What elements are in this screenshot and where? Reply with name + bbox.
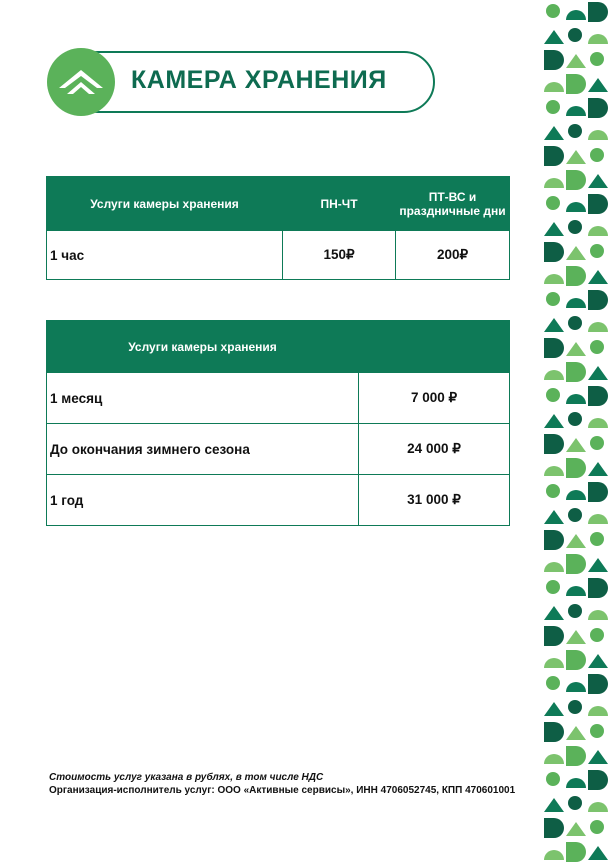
pattern-shape — [544, 606, 564, 620]
pattern-shape — [588, 482, 608, 502]
pattern-shape — [544, 702, 564, 716]
pattern-shape — [544, 722, 564, 742]
pattern-shape — [544, 242, 564, 262]
pattern-shape — [566, 342, 586, 356]
footer-notes — [49, 771, 519, 797]
service-cell: 1 час — [47, 231, 283, 280]
pattern-shape — [544, 222, 564, 236]
pattern-shape — [566, 170, 586, 190]
pattern-shape — [566, 202, 586, 212]
pattern-shape — [546, 4, 560, 18]
pattern-shape — [588, 226, 608, 236]
pattern-shape — [588, 514, 608, 524]
pattern-shape — [544, 338, 564, 358]
pattern-shape — [566, 554, 586, 574]
pattern-shape — [544, 754, 564, 764]
pattern-shape — [588, 610, 608, 620]
pattern-shape — [544, 850, 564, 860]
pattern-shape — [588, 366, 608, 380]
pattern-shape — [588, 34, 608, 44]
pattern-shape — [568, 124, 582, 138]
pattern-shape — [566, 246, 586, 260]
pattern-shape — [566, 682, 586, 692]
pattern-shape — [588, 770, 608, 790]
pattern-shape — [566, 74, 586, 94]
pattern-shape — [568, 316, 582, 330]
pattern-shape — [544, 530, 564, 550]
pattern-shape — [590, 436, 604, 450]
pattern-shape — [566, 726, 586, 740]
pattern-shape — [544, 30, 564, 44]
pattern-shape — [544, 126, 564, 140]
hourly-price-table — [46, 176, 510, 280]
pattern-shape — [588, 462, 608, 476]
pattern-shape — [544, 146, 564, 166]
table-row — [47, 373, 510, 424]
pattern-shape — [566, 266, 586, 286]
pattern-shape — [588, 386, 608, 406]
pattern-shape — [588, 98, 608, 118]
pattern-shape — [588, 654, 608, 668]
pattern-shape — [566, 106, 586, 116]
pattern-shape — [588, 78, 608, 92]
pattern-shape — [544, 414, 564, 428]
pattern-shape — [546, 772, 560, 786]
pattern-shape — [544, 798, 564, 812]
pattern-shape — [546, 196, 560, 210]
header — [47, 48, 437, 116]
pattern-shape — [546, 676, 560, 690]
pattern-shape — [566, 822, 586, 836]
pattern-shape — [566, 438, 586, 452]
pattern-shape — [566, 394, 586, 404]
price-cell: 24 000 ₽ — [359, 424, 510, 475]
pattern-shape — [566, 630, 586, 644]
long-term-price-table — [46, 320, 510, 526]
pattern-shape — [546, 388, 560, 402]
decorative-pattern-strip — [540, 0, 610, 864]
pattern-shape — [566, 842, 586, 862]
column-header-service: Услуги камеры хранения — [47, 321, 359, 373]
pattern-shape — [544, 562, 564, 572]
pattern-shape — [590, 820, 604, 834]
pattern-shape — [544, 370, 564, 380]
page-title: КАМЕРА ХРАНЕНИЯ — [131, 66, 387, 94]
pattern-shape — [544, 318, 564, 332]
pattern-shape — [544, 510, 564, 524]
pattern-shape — [588, 706, 608, 716]
pattern-shape — [588, 130, 608, 140]
pattern-shape — [588, 750, 608, 764]
table-header-row — [47, 177, 510, 231]
pattern-shape — [588, 846, 608, 860]
service-cell: 1 год — [47, 475, 359, 526]
pattern-shape — [566, 746, 586, 766]
column-header-weekdays: ПН-ЧТ — [283, 177, 396, 231]
pattern-shape — [544, 818, 564, 838]
pattern-shape — [566, 778, 586, 788]
pattern-shape — [566, 150, 586, 164]
pattern-shape — [590, 148, 604, 162]
service-cell: До окончания зимнего сезона — [47, 424, 359, 475]
pattern-shape — [568, 604, 582, 618]
pattern-shape — [588, 2, 608, 22]
pattern-shape — [590, 724, 604, 738]
price-cell: 7 000 ₽ — [359, 373, 510, 424]
pattern-shape — [568, 796, 582, 810]
pattern-shape — [544, 434, 564, 454]
pattern-shape — [588, 418, 608, 428]
pattern-shape — [544, 658, 564, 668]
price-cell: 31 000 ₽ — [359, 475, 510, 526]
pattern-shape — [588, 322, 608, 332]
pattern-shape — [566, 54, 586, 68]
pattern-shape — [590, 244, 604, 258]
table-row — [47, 424, 510, 475]
pattern-shape — [546, 100, 560, 114]
pattern-shape — [588, 174, 608, 188]
pattern-shape — [546, 484, 560, 498]
weekend-price-cell: 200₽ — [396, 231, 510, 280]
pattern-shape — [590, 532, 604, 546]
pattern-shape — [566, 586, 586, 596]
pattern-shape — [566, 650, 586, 670]
pattern-shape — [546, 292, 560, 306]
pattern-shape — [588, 290, 608, 310]
pattern-shape — [588, 674, 608, 694]
pattern-shape — [566, 490, 586, 500]
column-header-price — [359, 321, 510, 373]
pattern-shape — [588, 270, 608, 284]
column-header-weekends: ПТ-ВС и праздничные дни — [396, 177, 510, 231]
pattern-shape — [544, 626, 564, 646]
pattern-shape — [588, 578, 608, 598]
service-cell: 1 месяц — [47, 373, 359, 424]
pattern-shape — [590, 340, 604, 354]
organization-note: Организация-исполнитель услуг: ООО «Активные сервисы», ИНН 4706052745, КПП 470601001 — [49, 785, 516, 796]
pattern-shape — [590, 52, 604, 66]
column-header-service: Услуги камеры хранения — [47, 177, 283, 231]
table-row — [47, 231, 510, 280]
pattern-shape — [544, 466, 564, 476]
pattern-shape — [566, 534, 586, 548]
pattern-shape — [566, 362, 586, 382]
table-header-row — [47, 321, 510, 373]
pattern-shape — [568, 412, 582, 426]
pattern-shape — [544, 82, 564, 92]
pattern-shape — [566, 298, 586, 308]
pattern-shape — [546, 580, 560, 594]
pattern-shape — [588, 802, 608, 812]
pattern-shape — [568, 28, 582, 42]
pattern-shape — [544, 178, 564, 188]
mountain-logo-icon — [47, 48, 115, 116]
pattern-shape — [568, 700, 582, 714]
pattern-shape — [544, 50, 564, 70]
pattern-shape — [588, 194, 608, 214]
pattern-shape — [566, 10, 586, 20]
weekday-price-cell: 150₽ — [283, 231, 396, 280]
table-row — [47, 475, 510, 526]
pattern-shape — [590, 628, 604, 642]
pattern-shape — [568, 508, 582, 522]
vat-note: Стоимость услуг указана в рублях, в том числе НДС — [49, 772, 324, 783]
pattern-shape — [568, 220, 582, 234]
pattern-shape — [566, 458, 586, 478]
pattern-shape — [588, 558, 608, 572]
pattern-shape — [544, 274, 564, 284]
